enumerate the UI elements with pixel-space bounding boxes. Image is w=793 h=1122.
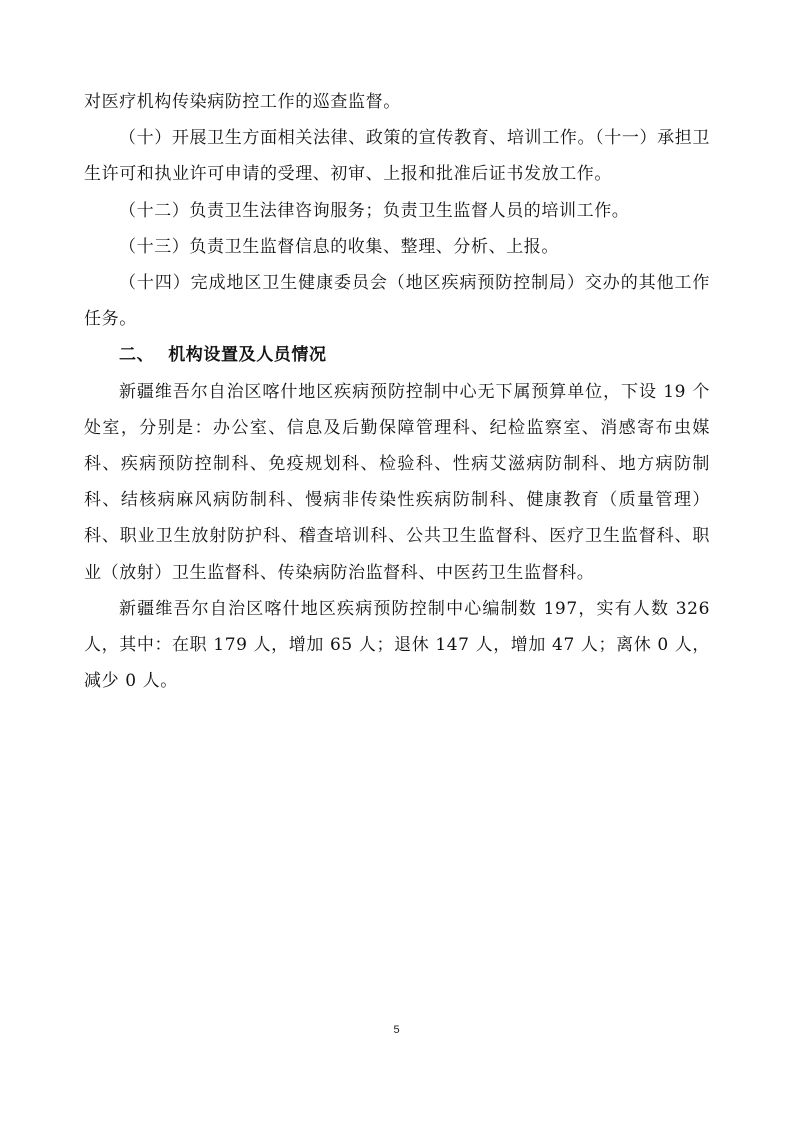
- paragraph-continuation: 对医疗机构传染病防控工作的巡查监督。: [84, 92, 401, 112]
- paragraph-staffing: 新疆维吾尔自治区喀什地区疾病预防控制中心编制数 197，实有人数 326 人，其中：在职 179 人，增加 65 人；退休 147 人，增加 47 人；离休 0 人，减少 0 人。: [84, 598, 710, 692]
- section-heading-title: 机构设置及人员情况: [168, 345, 327, 366]
- paragraph-item-13: （十三）负责卫生监督信息的收集、整理、分析、上报。: [119, 236, 559, 257]
- section-heading-number: 二、: [119, 345, 155, 366]
- paragraph-item-14: （十四）完成地区卫生健康委员会（地区疾病预防控制局）交办的其他工作任务。: [84, 273, 710, 330]
- page-number: 5: [393, 1024, 400, 1036]
- paragraph-departments: 新疆维吾尔自治区喀什地区疾病预防控制中心无下属预算单位，下设 19 个处室，分别是：办公室、信息及后勤保障管理科、纪检监察室、消感寄布虫媒科、疾病预防控制科、免疫规划科、检验科、性病艾滋病防制科、地方病防制科、结核病麻风病防制科、慢病非传染性疾病防制科、健康教育（质量管理）科、职业卫生放射防护科、稽查培训科、公共卫生监督科、医疗卫生监督科、职业（放射）卫生监督科、传染病防治监督科、中医药卫生监督科。: [84, 381, 710, 583]
- paragraph-item-12: （十二）负责卫生法律咨询服务；负责卫生监督人员的培训工作。: [119, 200, 630, 221]
- paragraph-item-10-11: （十）开展卫生方面相关法律、政策的宣传教育、培训工作。（十一）承担卫生许可和执业许可申请的受理、初审、上报和批准后证书发放工作。: [84, 128, 710, 185]
- section-heading: [84, 337, 710, 373]
- document-body: [84, 84, 710, 699]
